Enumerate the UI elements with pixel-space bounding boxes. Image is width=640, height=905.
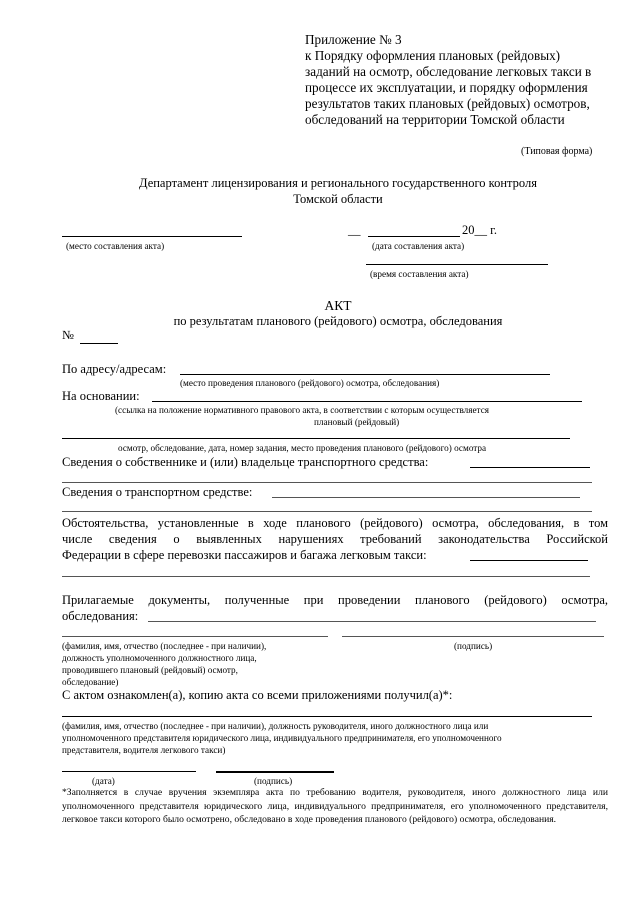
address-label: По адресу/адресам:: [62, 362, 167, 376]
recipient-caption: уполномоченного представителя юридического лица, индивидуального предпринимателя, его уполномоченного: [62, 733, 502, 743]
bottom-signature-caption: (подпись): [254, 776, 293, 786]
act-subtitle: по результатам планового (рейдового) осмотра, обследования: [173, 314, 503, 328]
appendix-line: обследований на территории Томской области: [305, 112, 565, 127]
bottom-date-field[interactable]: [62, 771, 196, 772]
official-caption: должность уполномоченного должностного лица,: [62, 653, 257, 663]
address-caption: (место проведения планового (рейдового) осмотра, обследования): [180, 378, 440, 388]
date-field[interactable]: [368, 236, 460, 237]
recipient-field[interactable]: [62, 716, 592, 717]
documents-line: Прилагаемые документы, полученные при проведении планового (рейдового) осмотра,: [62, 593, 608, 607]
date-caption: (дата составления акта): [372, 241, 465, 251]
time-caption: (время составления акта): [370, 269, 469, 279]
circumstances-field-2[interactable]: [62, 576, 590, 577]
owner-label: Сведения о собственнике и (или) владельце транспортного средства:: [62, 455, 429, 469]
official-caption: (фамилия, имя, отчество (последнее - при наличии),: [62, 641, 267, 651]
vehicle-field[interactable]: [272, 497, 580, 498]
appendix-line: заданий на осмотр, обследование легковых такси в: [305, 64, 592, 79]
date-year: 20__ г.: [462, 223, 497, 237]
owner-field[interactable]: [470, 467, 590, 468]
act-title: АКТ: [324, 298, 352, 313]
basis-caption: (ссылка на положение нормативного правового акта, в соответствии с которым осуществляется: [115, 405, 489, 415]
department-line2: Томской области: [293, 192, 383, 206]
official-caption: проводившего плановый (рейдовый) осмотр,: [62, 665, 238, 675]
circumstances-field[interactable]: [470, 560, 588, 561]
appendix-line: результатов таких плановых (рейдовых) осмотров,: [305, 96, 590, 111]
circumstances-line: Федерации в сфере перевозки пассажиров и багажа легковым такси:: [62, 548, 427, 562]
basis-field[interactable]: [152, 401, 582, 402]
recipient-caption: (фамилия, имя, отчество (последнее - при наличии), должность руководителя, иного должностного лица или: [62, 721, 489, 731]
circumstances-line: числе сведения о выявленных нарушениях требований законодательства Российской: [62, 532, 608, 546]
official-signature-field[interactable]: [342, 636, 604, 637]
appendix-line: Приложение № 3: [305, 32, 402, 47]
vehicle-field-2[interactable]: [62, 511, 592, 512]
signature-caption: (подпись): [454, 641, 493, 651]
documents-field[interactable]: [148, 621, 596, 622]
acquainted-text: С актом ознакомлен(а), копию акта со всеми приложениями получил(а)*:: [62, 688, 453, 702]
owner-field-2[interactable]: [62, 482, 592, 483]
number-label: №: [62, 328, 74, 342]
documents-line: обследования:: [62, 609, 139, 623]
address-field[interactable]: [180, 374, 550, 375]
footnote: *Заполняется в случае вручения экземпляра акта по требованию водителя, руководителя, иного должностного лица или уполномоченного представителя юридического лица, индивидуального предпринимателя, его уполномоченного представителя, легковое такси которого было осмотрено, обследовано в ходе проведения планового (рейдового) осмотра, обследования.: [62, 787, 608, 825]
bottom-signature-field[interactable]: [216, 771, 334, 773]
official-name-field[interactable]: [62, 636, 328, 637]
basis-field-2[interactable]: [62, 438, 570, 439]
department-line1: Департамент лицензирования и регионального государственного контроля: [139, 176, 537, 190]
place-field[interactable]: [62, 236, 242, 237]
vehicle-label: Сведения о транспортном средстве:: [62, 485, 253, 499]
place-caption: (место составления акта): [66, 241, 165, 251]
number-field[interactable]: [80, 343, 118, 344]
official-caption: обследование): [62, 677, 119, 687]
basis-label: На основании:: [62, 389, 140, 403]
basis-caption: плановый (рейдовый): [314, 417, 400, 427]
bottom-date-caption: (дата): [92, 776, 115, 786]
basis-caption: осмотр, обследование, дата, номер задания, место проведения планового (рейдового) осмотра: [118, 443, 487, 453]
appendix-line: процессе их эксплуатации, и порядку оформления: [305, 80, 588, 95]
circumstances-line: Обстоятельства, установленные в ходе планового (рейдового) осмотра, обследования, в том: [62, 516, 608, 530]
recipient-caption: представителя, водителя легкового такси): [62, 745, 226, 755]
date-day: __: [348, 223, 361, 237]
form-type: (Типовая форма): [521, 146, 593, 157]
time-field[interactable]: [366, 264, 548, 265]
appendix-line: к Порядку оформления плановых (рейдовых): [305, 48, 561, 63]
